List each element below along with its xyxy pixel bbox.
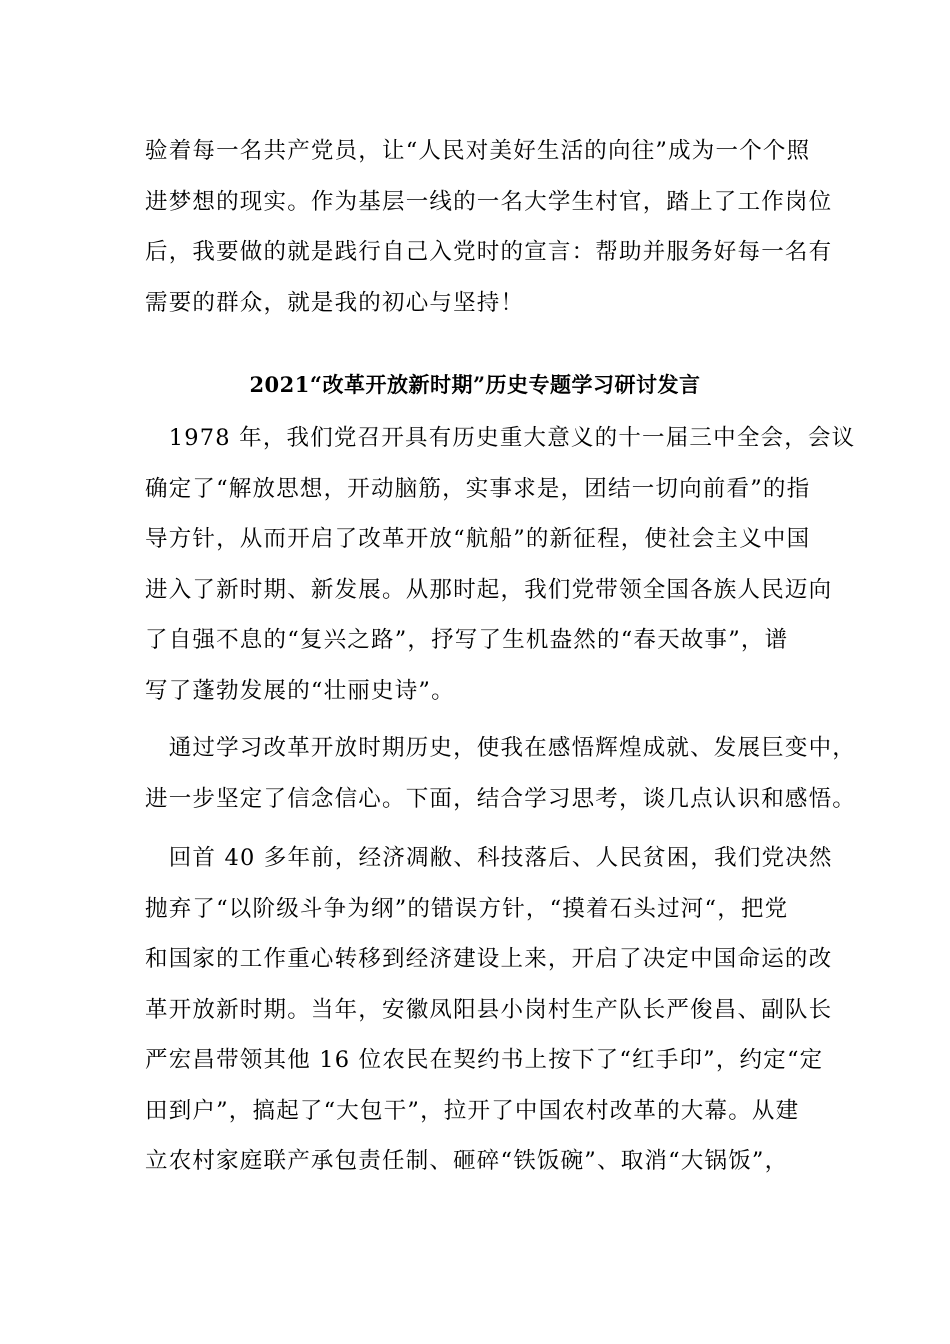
text-line: 回首 40 多年前，经济凋敝、科技落后、人民贫困，我们党决然 <box>145 845 833 871</box>
paragraph-2 <box>145 723 857 824</box>
text-line: 需要的群众，就是我的初心与坚持！ <box>145 289 525 316</box>
paragraph-3 <box>145 833 833 1187</box>
text-line: 导方针，从而开启了改革开放“航船”的新征程，使社会主义中国 <box>145 526 811 552</box>
text-line: 抛弃了“以阶级斗争为纲”的错误方针，“摸着石头过河“，把党 <box>145 895 789 922</box>
text-line: 后，我要做的就是践行自己入党时的宣言：帮助并服务好每一名有 <box>145 239 833 265</box>
text-line: 和国家的工作重心转移到经济建设上来，开启了决定中国命运的改 <box>145 946 833 972</box>
text-line: 革开放新时期。当年，安徽凤阳县小岗村生产队长严俊昌、副队长 <box>145 996 833 1023</box>
text-line: 验着每一名共产党员，让“人民对美好生活的向往”成为一个个照 <box>145 138 811 164</box>
text-line: 写了蓬勃发展的“壮丽史诗”。 <box>145 677 455 704</box>
paragraph-1 <box>145 413 856 716</box>
text-line: 进入了新时期、新发展。从那时起，我们党带领全国各族人民迈向 <box>145 576 833 603</box>
text-line: 田到户”，搞起了“大包干”，拉开了中国农村改革的大幕。从建 <box>145 1097 800 1124</box>
text-line: 了自强不息的“复兴之路”，抒写了生机盎然的“春天故事”，谱 <box>145 627 789 653</box>
text-line: 确定了“解放思想，开动脑筋，实事求是，团结一切向前看”的指 <box>145 475 811 502</box>
text-line: 严宏昌带领其他 16 位农民在契约书上按下了“红手印”，约定“定 <box>145 1047 824 1073</box>
section-title: 2021“改革开放新时期”历史专题学习研讨发言 <box>249 372 701 397</box>
text-line: 立农村家庭联产承包责任制、砸碎“铁饭碗”、取消“大锅饭”， <box>145 1148 789 1174</box>
text-line: 通过学习改革开放时期历史，使我在感悟辉煌成就、发展巨变中， <box>145 735 857 761</box>
intro-paragraph <box>145 126 833 328</box>
text-line: 1978 年，我们党召开具有历史重大意义的十一届三中全会，会议 <box>145 425 856 451</box>
text-line: 进梦想的现实。作为基层一线的一名大学生村官，踏上了工作岗位 <box>145 188 833 215</box>
text-line: 进一步坚定了信念信心。下面，结合学习思考，谈几点认识和感悟。 <box>145 785 857 812</box>
